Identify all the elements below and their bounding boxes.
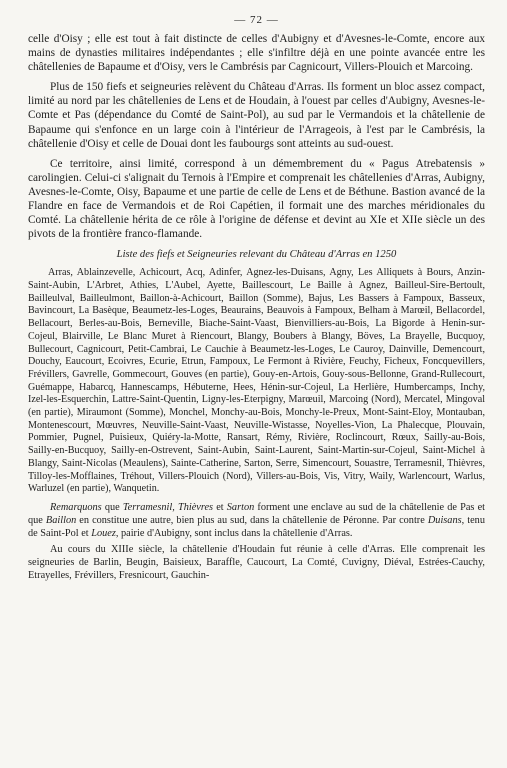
page-number: — 72 — bbox=[234, 14, 279, 26]
remark-lead: Remarquons bbox=[50, 501, 102, 513]
paragraph-1: celle d'Oisy ; elle est tout à fait distincte de celles d'Aubigny et d'Avesnes-le-Comte, encore aux mains de dynasties militaires indépendantes ; elle s'infiltre déjà en une pointe avancée entre les châtellenies de Bapaume et d'Oisy, vers le Cambrésis par Cagnicourt, Villers-Plouich et Marcoing. bbox=[28, 33, 485, 74]
fief-list: Arras, Ablainzevelle, Achicourt, Acq, Adinfer, Agnez-les-Duisans, Agny, Les Alliquets à Bours, Anzin-Saint-Aubin, L'Arbret, Athies, L'Aubel, Ayette, Baillescourt, Le Baille à Agnez, Bailleul-Sire-Bertoult, Bailleulval, Bailleulmont, Baillon-à-Achicourt, Baillon (Somme), Bajus, Les Bassers à Fampoux, Basseux, Bavincourt, La Basèque, Beaumetz-les-Loges, Beaurains, Beauvois à Fampoux, Belham à Marœil, Bellacordel, Bellacourt, Berles-au-Bois, Berneville, Biache-Saint-Vaast, Bienvilliers-au-Bois, La Bigorde à Henin-sur-Cojeul, Blairville, Le Blanc Muret à Riencourt, Blangy, Boubers à Blangy, Böves, La Brayelle, Bucquoy, Bullecourt, Cagnicourt, Petit-Cambrai, Le Cauchie à Beaumetz-les-Loges, Le Cauroy, Dainville, Demencourt, Douchy, Eaucourt, Ecoivres, Ecurie, Etrun, Fampoux, Le Fermont à Rivière, Feuchy, Ficheux, Foncquevillers, Frévillers, Gavrelle, Gommecourt, Gouves (en partie), Gouy-en-Artois, Gouy-sous-Bellonne, Grand-Rullecourt, Guémappe, Habarcq, Hannescamps, Hébuterne, Hees, Hénin-sur-Cojeul, La Herlière, Humbercamps, Inchy, Izel-les-Esquerchin, Lattre-Saint-Quentin, Ligny-les-Eterpigny, Marœuil, Marcoing (Nord), Mercatel, Mingoval (en partie), Miraumont (Somme), Monchel, Monchy-au-Bois, Monchy-le-Preux, Mont-Saint-Eloy, Montauban, Montenescourt, Mœuvres, Neuville-Saint-Vaast, Neuville-Wistasse, Noyelles-Vion, La Phalecque, Plouvain, Pommier, Pugnel, Puisieux, Quiéry-la-Motte, Ransart, Rémy, Rivière, Roclincourt, Rœux, Sailly-au-Bois, Sailly-en-Bucquoy, Sailly-en-Ostrevent, Saint-Aubin, Saint-Laurent, Saint-Martin-sur-Cojeul, Saint-Michel à Blangy, Saint-Nicolas (Meaulens), Sainte-Catherine, Sarton, Serre, Simencourt, Souastre, Terramesnil, Thièvres, Tilloy-les-Mofflaines, Tréhout, Villers-Plouich (Nord), Villers-au-Bois, Vis, Vitry, Waily, Warlencourt, Warlus, Warluzel (en partie), Wanquetin. bbox=[28, 267, 485, 495]
list-heading: Liste des fiefs et Seigneuries relevant du Château d'Arras en 1250 bbox=[116, 249, 397, 261]
paragraph-2: Plus de 150 fiefs et seigneuries relèvent du Château d'Arras. Ils forment un bloc assez compact, limité au nord par les châtellenies de Lens et de Houdain, à l'ouest par celles d'Aubigny, Avesnes-le-Comte et Pas (dépendance du Comté de Saint-Pol), au sud par le Vermandois et la châtellenie de Bapaume qui s'enfonce en un large coin à l'intérieur de l'Arrageois, à l'est par le Cambrésis, la châtellenie d'Oisy et celle de Douai dont les faubourgs sont atteints au sud-ouest. bbox=[28, 81, 485, 150]
paragraph-3: Ce territoire, ainsi limité, correspond à un démembrement du « Pagus Atrebatensis » carolingien. Celui-ci s'alignait du Ternois à l'Empire et comprenait les châtellenies d'Arras, Aubigny, Avesnes-le-Comte, Oisy, Bapaume et une partie de celle de Lens et de Béthune. Bastion avancé de la Flandre en face de Vermandois et de Roi Capétien, il formait une des marches méridionales du Comté. La châtellenie hérita de ce rôle à l'origine de défense et devint au XIe et XIIe siècle un des pivots de la frontière franco-flamande. bbox=[28, 157, 485, 241]
last-paragraph: Au cours du XIIIe siècle, la châtellenie d'Houdain fut réunie à celle d'Arras. Elle comprenait les seigneuries de Barlin, Beugin, Baisieux, Baraffle, Caucourt, La Comté, Cuvigny, Diéval, Estrées-Cauchy, Etrayelles, Frévillers, Fresnicourt, Gauchin- bbox=[28, 544, 485, 581]
remark-paragraph: Remarquons que Terramesnil, Thièvres et Sarton forment une enclave au sud de la châtellenie de Pas et que Baillon en constitue une autre, bien plus au sud, dans la châtellenie de Péronne. Par contre Duisans, tenu de Saint-Pol et Louez, pairie d'Aubigny, sont inclus dans la châtellenie d'Arras. bbox=[28, 501, 486, 539]
